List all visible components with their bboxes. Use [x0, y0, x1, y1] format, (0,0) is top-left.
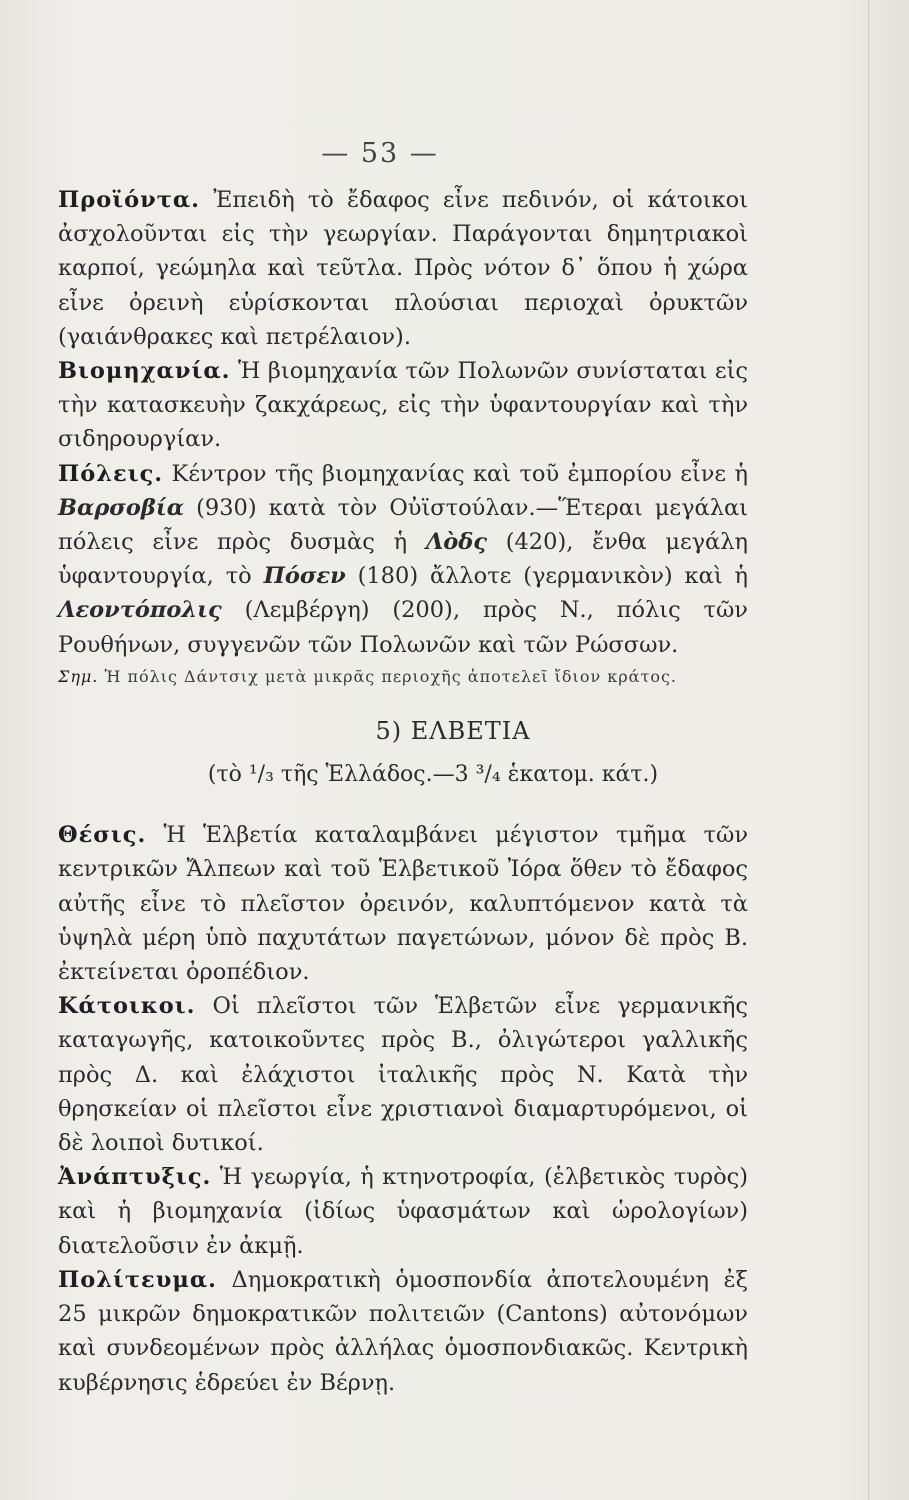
paragraph-cities: [58, 457, 748, 662]
section-title: 5) ΕΛΒΕΤΙΑ: [375, 716, 531, 745]
paragraph-development: [58, 1160, 748, 1263]
page-body: [58, 183, 748, 1400]
footnote-label: Σημ.: [58, 666, 99, 686]
cities-text-3: (420), ἔνθα μεγάλη ὑφαντουργία, τὸ: [58, 529, 748, 590]
paragraph-government: [58, 1263, 748, 1400]
heading-cities: Πόλεις.: [58, 460, 164, 487]
footnote-text: Ἡ πόλις Δάντσιχ μετὰ μικρᾶς περιοχῆς ἀποτελεῖ ἴδιον κράτος.: [98, 666, 678, 686]
heading-products: Προϊόντα.: [58, 187, 201, 213]
section-subtitle: (τὸ ¹/₃ τῆς Ἑλλάδος.—3 ³/₄ ἑκατομ. κάτ.): [207, 762, 659, 788]
city-lemberg: Λεοντόπολις: [58, 597, 222, 624]
heading-development: Ἀνάπτυξις.: [58, 1164, 212, 1191]
heading-position: Θέσις.: [58, 822, 147, 849]
paragraph-products-text: Ἐπειδὴ τὸ ἔδαφος εἶνε πεδινόν, οἱ κάτοικοι ἀσχολοῦνται εἰς τὴν γεωργίαν. Παράγονται δημητριακοὶ καρποί, γεώμηλα καὶ τεῦτλα. Πρὸς νότον δ᾽ ὅπου ἡ χώρα εἶνε ὀρεινὴ εὑρίσκονται πλούσιαι περιοχαὶ ὀρυκτῶν (γαιάνθρακες καὶ πετρέλαιον).: [58, 187, 748, 350]
city-lodz: Λὸδς: [425, 529, 487, 556]
page-number: — 53 —: [321, 138, 439, 169]
paragraph-position: [58, 818, 748, 989]
page-edge-divider: [868, 0, 869, 1500]
city-warsaw: Βαρσοβία: [58, 494, 185, 521]
paragraph-development-text: Ἡ γεωργία, ἡ κτηνοτροφία, (ἑλβετικὸς τυρὸς) καὶ ἡ βιομηχανία (ἰδίως ὑφασμάτων καὶ ὡρολογίων) διατελοῦσιν ἐν ἀκμῇ.: [58, 1164, 748, 1259]
cities-text-2: (930) κατὰ τὸν Οὐϊστούλαν.—Ἕτεραι μεγάλαι πόλεις εἶνε πρὸς δυσμὰς ἡ: [58, 494, 748, 556]
paragraph-industry: [58, 354, 748, 457]
city-posen: Πόσεν: [263, 563, 346, 590]
paragraph-position-text: Ἡ Ἑλβετία καταλαμβάνει μέγιστον τμῆμα τῶν κεντρικῶν Ἄλπεων καὶ τοῦ Ἑλβετικοῦ Ἰόρα ὅθεν τὸ ἔδαφος αὐτῆς εἶνε τὸ πλεῖστον ὀρεινόν, καλυπτόμενον κατὰ τὰ ὑψηλὰ μέρη ὑπὸ παχυτάτων παγετώνων, μόνον δὲ πρὸς Β. ἐκτείνεται ὀροπέδιον.: [58, 822, 748, 986]
footnote: [58, 664, 748, 690]
heading-industry: Βιομηχανία.: [58, 358, 231, 385]
heading-inhabitants: Κάτοικοι.: [58, 993, 196, 1020]
cities-text-1: Κέντρον τῆς βιομηχανίας καὶ τοῦ ἐμπορίου εἶνε ἡ: [163, 460, 748, 487]
heading-government: Πολίτευμα.: [58, 1266, 217, 1293]
cities-text-4: (180) ἄλλοτε (γερμανικὸν) καὶ ἡ: [345, 563, 748, 590]
cities-text-5: (Λεμβέργη) (200), πρὸς Ν., πόλις τῶν Ρουθήνων, συγγενῶν τῶν Πολωνῶν καὶ τῶν Ρώσσων.: [58, 597, 748, 658]
paragraph-industry-text: Ἡ βιομηχανία τῶν Πολωνῶν συνίσταται εἰς τὴν κατασκευὴν ζακχάρεως, εἰς τὴν ὑφαντουργίαν καὶ τὴν σιδηρουργίαν.: [58, 358, 748, 453]
paragraph-products: [58, 183, 748, 354]
paragraph-government-text: Δημοκρατικὴ ὁμοσπονδία ἀποτελουμένη ἐξ 25 μικρῶν δημοκρατικῶν πολιτειῶν (Cantons) αὐτονόμων καὶ συνδεομένων πρὸς ἀλλήλας ὁμοσπονδιακῶς. Κεντρικὴ κυβέρνησις ἑδρεύει ἐν Βέρνῃ.: [58, 1266, 748, 1396]
paragraph-inhabitants: [58, 989, 748, 1160]
paragraph-inhabitants-text: Οἱ πλεῖστοι τῶν Ἑλβετῶν εἶνε γερμανικῆς καταγωγῆς, κατοικοῦντες πρὸς Β., ὀλιγώτεροι γαλλικῆς πρὸς Δ. καὶ ἐλάχιστοι ἰταλικῆς πρὸς Ν. Κατὰ τὴν θρησκείαν οἱ πλεῖστοι εἶνε χριστιανοὶ διαμαρτυρόμενοι, οἱ δὲ λοιποὶ δυτικοί.: [58, 993, 748, 1157]
